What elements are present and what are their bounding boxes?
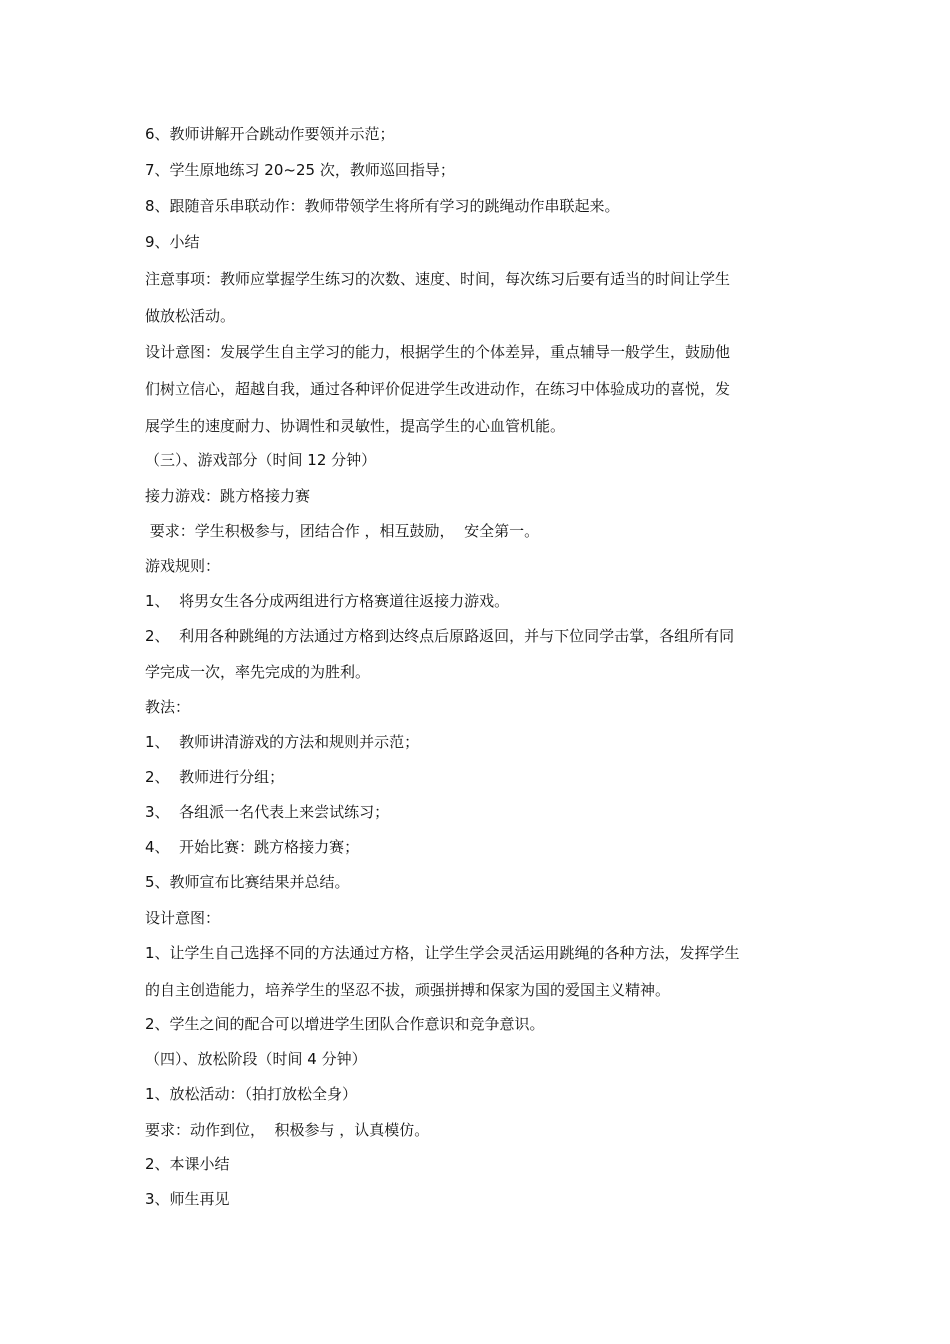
- text-line: 8、跟随音乐串联动作：教师带领学生将所有学习的跳绳动作串联起来。: [145, 197, 620, 215]
- text-line: 设计意图：发展学生自主学习的能力，根据学生的个体差异，重点辅导一般学生，鼓励他: [145, 343, 731, 361]
- text-line: 展学生的速度耐力、协调性和灵敏性，提高学生的心血管机能。: [145, 417, 566, 435]
- text-line: 游戏规则：: [145, 557, 221, 575]
- text-line: 做放松活动。: [145, 307, 236, 325]
- list-item: 4、 开始比赛：跳方格接力赛；: [145, 838, 360, 856]
- list-item: 2、 利用各种跳绳的方法通过方格到达终点后原路返回，并与下位同学击掌，各组所有同: [145, 627, 735, 645]
- text-line: 注意事项：教师应掌握学生练习的次数、速度、时间，每次练习后要有适当的时间让学生: [145, 270, 731, 288]
- list-item: 3、 各组派一名代表上来尝试练习；: [145, 803, 390, 821]
- list-item: 2、学生之间的配合可以增进学生团队合作意识和竞争意识。: [145, 1015, 545, 1033]
- text-line: 9、小结: [145, 233, 200, 251]
- text-line: 教法：: [145, 698, 191, 716]
- list-item: 5、教师宣布比赛结果并总结。: [145, 873, 350, 891]
- text-line: 设计意图：: [145, 909, 221, 927]
- list-item: 2、本课小结: [145, 1155, 230, 1173]
- list-item: 1、 将男女生各分成两组进行方格赛道往返接力游戏。: [145, 592, 510, 610]
- text-line: 学完成一次，率先完成的为胜利。: [145, 663, 371, 681]
- text-line: 们树立信心，超越自我，通过各种评价促进学生改进动作，在练习中体验成功的喜悦，发: [145, 380, 731, 398]
- list-item: 1、放松活动：（拍打放松全身）: [145, 1085, 358, 1103]
- list-item: 2、 教师进行分组；: [145, 768, 285, 786]
- text-line: 接力游戏：跳方格接力赛: [145, 487, 311, 505]
- section-heading: （三）、游戏部分（时间 12 分钟）: [145, 451, 377, 469]
- list-item: 3、师生再见: [145, 1190, 230, 1208]
- section-heading: （四）、放松阶段（时间 4 分钟）: [145, 1050, 367, 1068]
- text-line: 6、教师讲解开合跳动作要领并示范；: [145, 125, 395, 143]
- text-line: 的自主创造能力，培养学生的坚忍不拔，顽强拼搏和保家为国的爱国主义精神。: [145, 981, 671, 999]
- list-item: 1、让学生自己选择不同的方法通过方格，让学生学会灵活运用跳绳的各种方法，发挥学生: [145, 944, 740, 962]
- text-line: 要求：学生积极参与，团结合作 ，相互鼓励， 安全第一。: [145, 522, 540, 540]
- text-line: 要求：动作到位， 积极参与 ，认真模仿。: [145, 1121, 430, 1139]
- list-item: 1、 教师讲清游戏的方法和规则并示范；: [145, 733, 420, 751]
- text-line: 7、学生原地练习 20~25 次，教师巡回指导；: [145, 161, 455, 179]
